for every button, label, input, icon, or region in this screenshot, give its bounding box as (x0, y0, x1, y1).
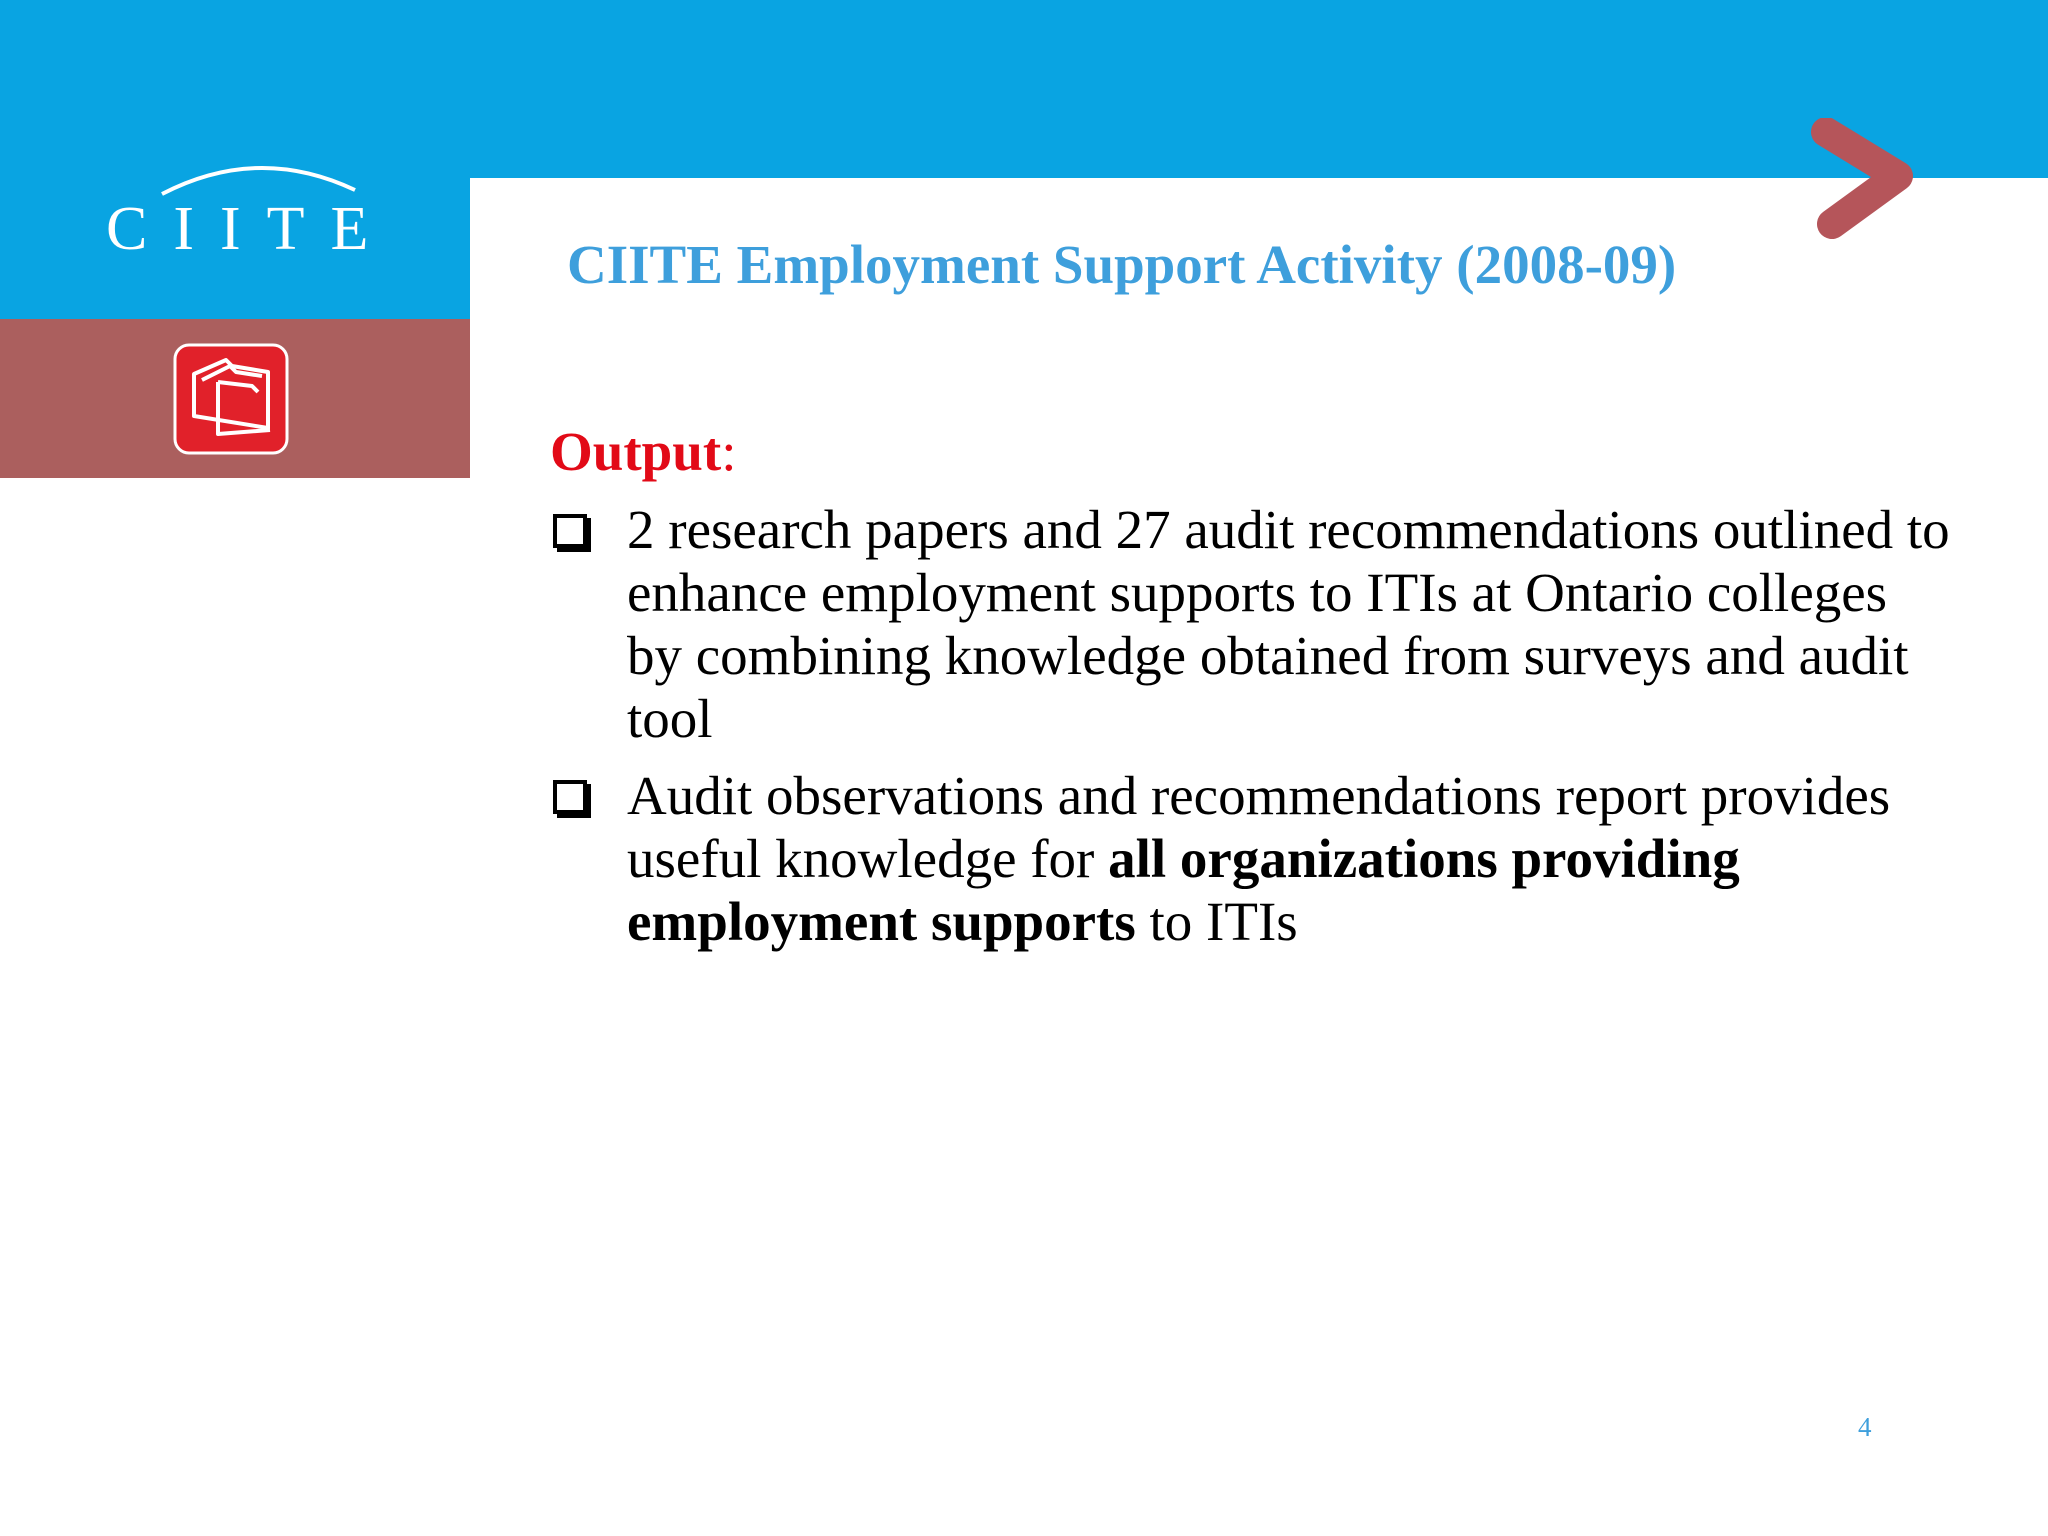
list-item (550, 498, 1950, 750)
logo-text: CIITE (106, 195, 395, 263)
output-heading (550, 420, 736, 483)
page-number: 4 (1858, 1412, 1872, 1442)
output-colon: : (721, 421, 737, 482)
checkbox-bullet-icon (553, 780, 587, 814)
bullet-text-bold: all organizations providing employment supports (627, 828, 1740, 952)
bullet-text-part1: Audit observations and recommendations report provides useful knowledge for (627, 765, 1891, 889)
output-label: Output (550, 421, 722, 482)
bullet-text-part2: to ITIs (1135, 891, 1298, 952)
slide-title: CIITE Employment Support Activity (2008-09) (567, 234, 1677, 295)
bullet-text: 2 research papers and 27 audit recommendations outlined to enhance employment supports to ITIs at Ontario colleges by combining knowledge obtained from surveys and audit tool (627, 499, 1950, 749)
ciite-logo (100, 150, 395, 270)
list-item (550, 764, 1950, 953)
checkbox-bullet-icon (553, 514, 587, 548)
bullet-list (550, 498, 1950, 967)
chevron-right-icon (1808, 118, 1924, 240)
folder-icon (172, 342, 290, 456)
